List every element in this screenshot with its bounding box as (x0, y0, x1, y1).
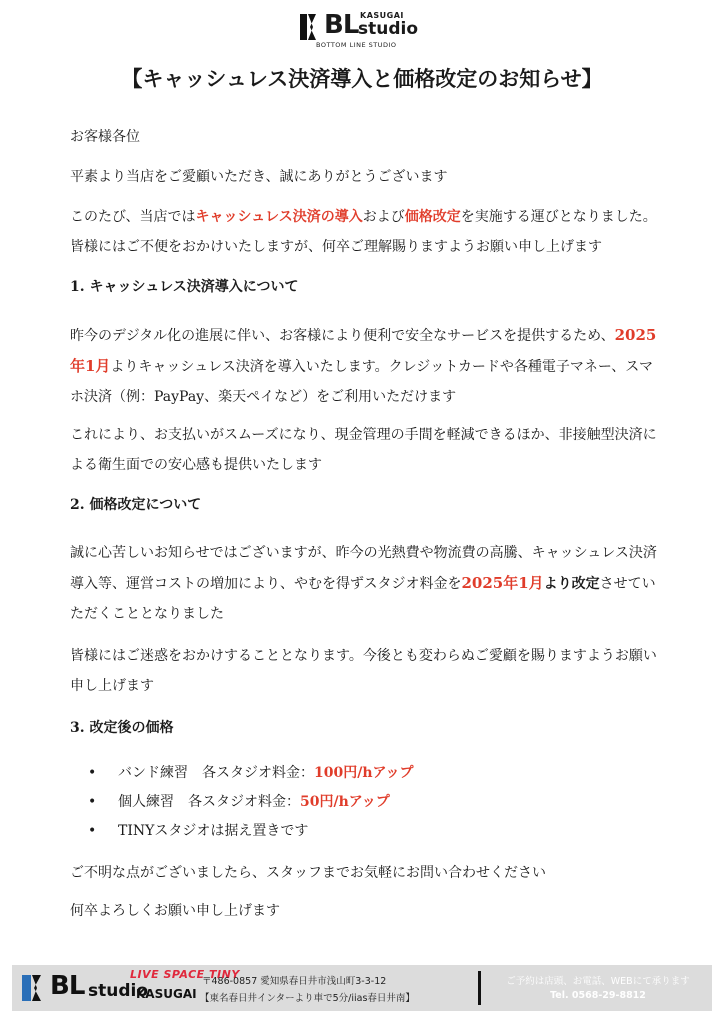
list-item (70, 759, 666, 788)
price-item-label: TINYスタジオは据え置きです (118, 823, 309, 839)
section2-text-1: 誠に心苦しいお知らせではございますが、昨今の光熱費や物流費の高騰、キャッシュレス決済導入等、運営コストの増加により、やむを得ずスタジオ料金を (70, 545, 657, 592)
footer-logo-mark-icon (22, 975, 48, 1001)
price-item-value: 50円/hアップ (300, 794, 390, 810)
footer-phone[interactable]: Tel. 0568-29-8812 (550, 990, 646, 1001)
section2-bold-revise: より改定 (543, 576, 600, 592)
intro-text-1: このたび、当店では (70, 209, 196, 225)
page-title: 【キャッシュレス決済導入と価格改定のお知らせ】 (121, 67, 603, 91)
intro-highlight-price: 価格改定 (404, 209, 461, 225)
closing-inquiry: ご不明な点がございましたら、スタッフまでお気軽にお問い合わせください (70, 865, 546, 881)
greeting: 平素より当店をご愛顧いただき、誠にありがとうございます (70, 169, 448, 185)
brand-logo (300, 8, 424, 50)
notice-body (70, 122, 666, 926)
section2-highlight-date: 2025年1月 (461, 574, 544, 592)
section1-heading: 1. キャッシュレス決済導入について (70, 279, 299, 295)
section1-highlight-date: 2025年1月 (70, 326, 657, 375)
intro-text-2: および (362, 209, 405, 225)
price-item-value: 100円/hアップ (314, 765, 414, 781)
section1-paragraph-2: これにより、お支払いがスムーズになり、現金管理の手間を軽減できるほか、非接触型決済による衛生面での安心感も提供いたします (70, 427, 657, 473)
footer-reservation: ご予約は店頭、お電話、WEBにて承ります (506, 976, 690, 987)
footer-logo-kasugai: KASUGAI (136, 987, 197, 1001)
logo-subtitle: BOTTOM LINE STUDIO (316, 41, 397, 49)
logo-kasugai: KASUGAI (360, 11, 404, 20)
section2-paragraph-2: 皆様にはご迷惑をおかけすることとなります。今後とも変わらぬご愛顧を賜りますようお願い申し上げます (70, 648, 657, 694)
list-item (70, 788, 666, 817)
logo-studio: studio (358, 19, 419, 39)
footer-address: 〒486-0857 愛知県春日井市浅山町3-3-12 (202, 976, 387, 987)
closing-regards: 何卒よろしくお願い申し上げます (70, 903, 280, 919)
section2-heading: 2. 価格改定について (70, 497, 202, 513)
footer-access: 【東名春日井インターより車で5分/iias春日井南】 (200, 993, 415, 1004)
intro-highlight-cashless: キャッシュレス決済の導入 (195, 209, 363, 225)
price-item-label: 個人練習 各スタジオ料金： (118, 794, 300, 810)
section1-text-2: よりキャッシュレス決済を導入いたします。クレジットカードや各種電子マネー、スマホ決済（例：PayPay、楽天ペイなど）をご利用いただけます (70, 359, 654, 405)
intro-text-3: を実施する運びとなりました。皆様にはご不便をおかけいたしますが、何卒ご理解賜りますようお願い申し上げます (70, 209, 657, 255)
footer-logo-bl: BL (50, 971, 85, 1001)
price-item-label: バンド練習 各スタジオ料金： (118, 765, 314, 781)
section1-text-1: 昨今のデジタル化の進展に伴い、お客様により便利で安全なサービスを提供するため、 (70, 328, 615, 344)
price-list (70, 759, 666, 846)
section2-text-2: させていただくこととなりました (70, 576, 656, 622)
salutation: お客様各位 (70, 129, 140, 145)
section1-paragraph-1 (70, 320, 666, 412)
logo-bl: BL (324, 10, 359, 40)
footer-live-space-tiny: LIVE SPACE TINY (130, 968, 240, 981)
logo-mark-icon (300, 14, 322, 40)
section3-heading: 3. 改定後の価格 (70, 720, 174, 736)
footer-logo-studio: studio (88, 981, 149, 1001)
footer-divider (478, 971, 481, 1005)
section2-paragraph-1 (70, 538, 666, 629)
intro-paragraph (70, 202, 666, 262)
footer-banner (12, 965, 712, 1011)
list-item (70, 817, 666, 846)
